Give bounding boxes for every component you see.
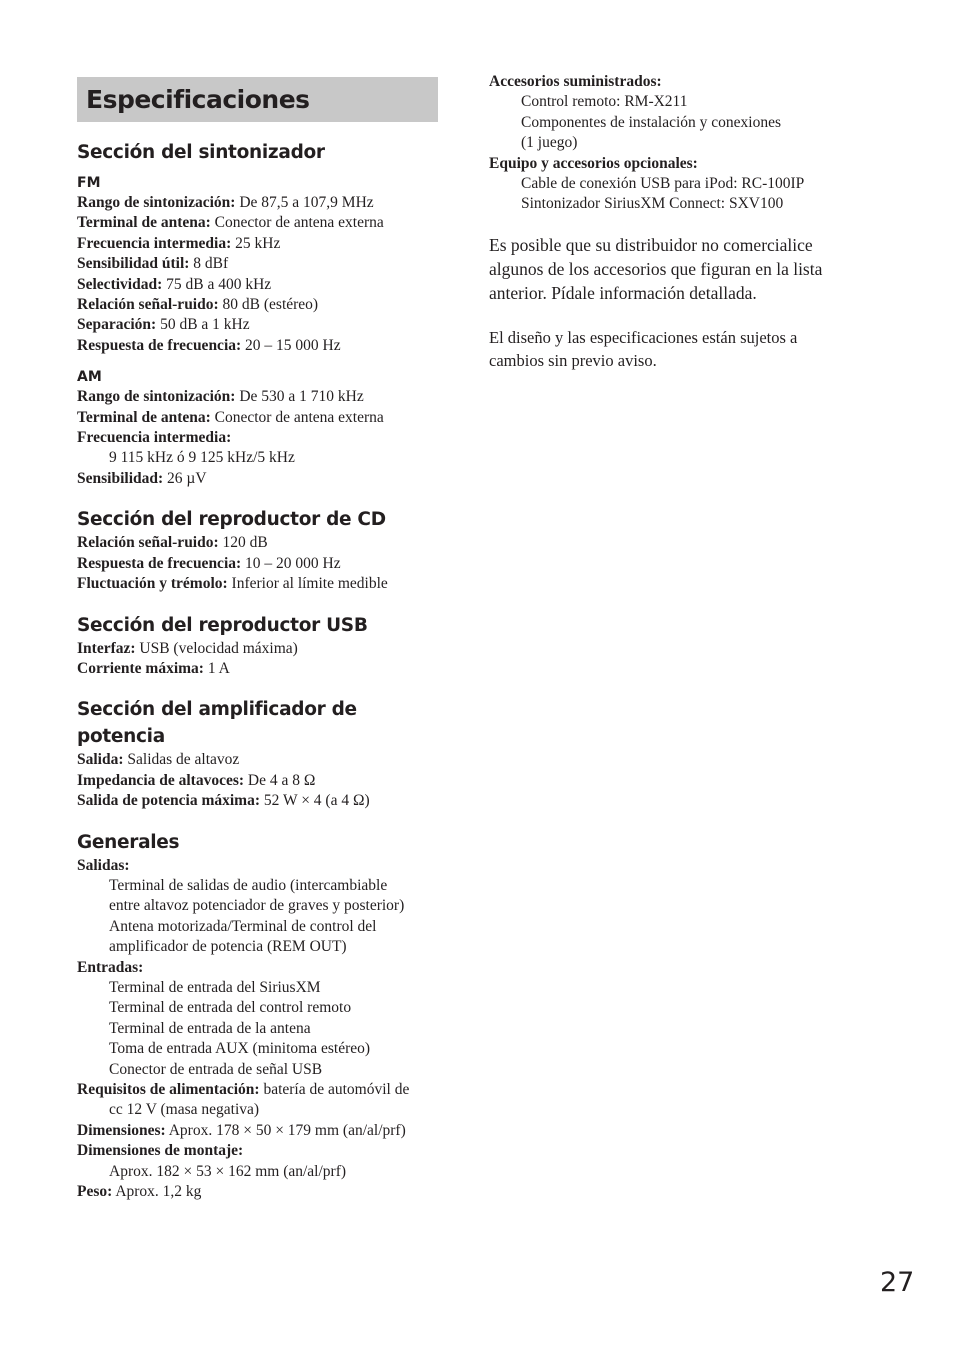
spec-row: Relación señal-ruido: 80 dB (estéreo) [77,296,319,314]
spec-value-indented: cc 12 V (masa negativa) [109,1101,260,1119]
spec-row: Rango de sintonización: De 530 a 1 710 kHz [77,388,364,406]
right-column [489,72,869,372]
am-spec-list [77,387,439,489]
spec-row: Equipo y accesorios opcionales: [489,154,698,172]
tuner-heading: Sección del sintonizador [77,142,325,163]
spec-value-indented: Terminal de entrada del control remoto [109,999,352,1017]
usb-section [77,612,439,680]
spec-value-indented: Antena motorizada/Terminal de control del [109,917,377,935]
spec-value-indented: Cable de conexión USB para iPod: RC-100IP [521,175,805,193]
spec-row: Selectividad: 75 dB a 400 kHz [77,275,272,293]
page-number: 27 [880,1267,915,1298]
spec-value-indented: (1 juego) [521,134,578,152]
spec-value-indented: Terminal de entrada del SiriusXM [109,978,321,996]
am-heading: AM [77,369,102,386]
spec-row: Interfaz: USB (velocidad máxima) [77,639,298,657]
availability-note: Es posible que su distribuidor no comercialice algunos de los accesorios que figuran en la lista anterior. Pídale información detallada. [489,234,823,304]
spec-row: Dimensiones: Aprox. 178 × 50 × 179 mm (an/al/prf) [77,1121,406,1139]
title-banner [77,77,438,122]
spec-row: Impedancia de altavoces: De 4 a 8 Ω [77,771,316,789]
amplifier-section [77,696,439,811]
spec-value-indented: Control remoto: RM-X211 [521,93,688,111]
spec-row: Salida: Salidas de altavoz [77,751,240,769]
general-heading: Generales [77,831,180,853]
spec-value-indented: amplificador de potencia (REM OUT) [109,938,347,956]
spec-row: Frecuencia intermedia: 25 kHz [77,234,281,252]
fm-heading: FM [77,175,101,191]
spec-row: Respuesta de frecuencia: 20 – 15 000 Hz [77,336,341,354]
cd-heading: Sección del reproductor de CD [77,509,386,531]
spec-row: Terminal de antena: Conector de antena externa [77,214,384,232]
spec-value-indented: Conector de entrada de señal USB [109,1060,323,1078]
spec-row: Sensibilidad útil: 8 dBf [77,255,229,273]
spec-row: Peso: Aprox. 1,2 kg [77,1183,202,1201]
usb-heading: Sección del reproductor USB [77,614,368,636]
tuner-section [77,139,439,489]
spec-row: Terminal de antena: Conector de antena externa [77,408,384,426]
spec-value-indented: Sintonizador SiriusXM Connect: SXV100 [521,195,784,213]
spec-row: Accesorios suministrados: [489,73,662,90]
spec-row: Separación: 50 dB a 1 kHz [77,316,250,334]
spec-value-indented: Aprox. 182 × 53 × 162 mm (an/al/prf) [109,1162,347,1180]
general-section [77,829,439,1203]
spec-row: Salida de potencia máxima: 52 W × 4 (a 4 Ω) [77,792,370,810]
spec-value-indented: 9 115 kHz ó 9 125 kHz/5 kHz [109,449,295,467]
spec-row: Sensibilidad: 26 µV [77,469,207,487]
spec-value-indented: Toma de entrada AUX (minitoma estéreo) [109,1040,371,1058]
spec-row: Frecuencia intermedia: [77,429,232,447]
spec-row: Requisitos de alimentación: batería de automóvil de [77,1081,410,1098]
spec-value-indented: Componentes de instalación y conexiones [521,113,781,131]
fm-spec-list [77,193,439,356]
spec-row: Corriente máxima: 1 A [77,659,230,677]
spec-value-indented: Terminal de entrada de la antena [109,1019,311,1037]
cd-section [77,506,439,594]
spec-row: Relación señal-ruido: 120 dB [77,534,268,552]
amplifier-heading: Sección del amplificador de potencia [77,699,357,748]
left-column [77,77,439,1202]
spec-value-indented: Terminal de salidas de audio (intercambiable [109,876,388,894]
page-title: Especificaciones [86,85,310,114]
spec-row: Dimensiones de montaje: [77,1142,244,1160]
spec-row: Entradas: [77,958,144,976]
spec-row: Salidas: [77,856,130,874]
spec-row: Respuesta de frecuencia: 10 – 20 000 Hz [77,554,341,572]
spec-row: Fluctuación y trémolo: Inferior al límite medible [77,575,388,593]
spec-value-indented: entre altavoz potenciador de graves y posterior) [109,897,405,915]
spec-row: Rango de sintonización: De 87,5 a 107,9 MHz [77,194,374,211]
change-notice: El diseño y las especificaciones están sujetos a cambios sin previo aviso. [489,327,798,370]
